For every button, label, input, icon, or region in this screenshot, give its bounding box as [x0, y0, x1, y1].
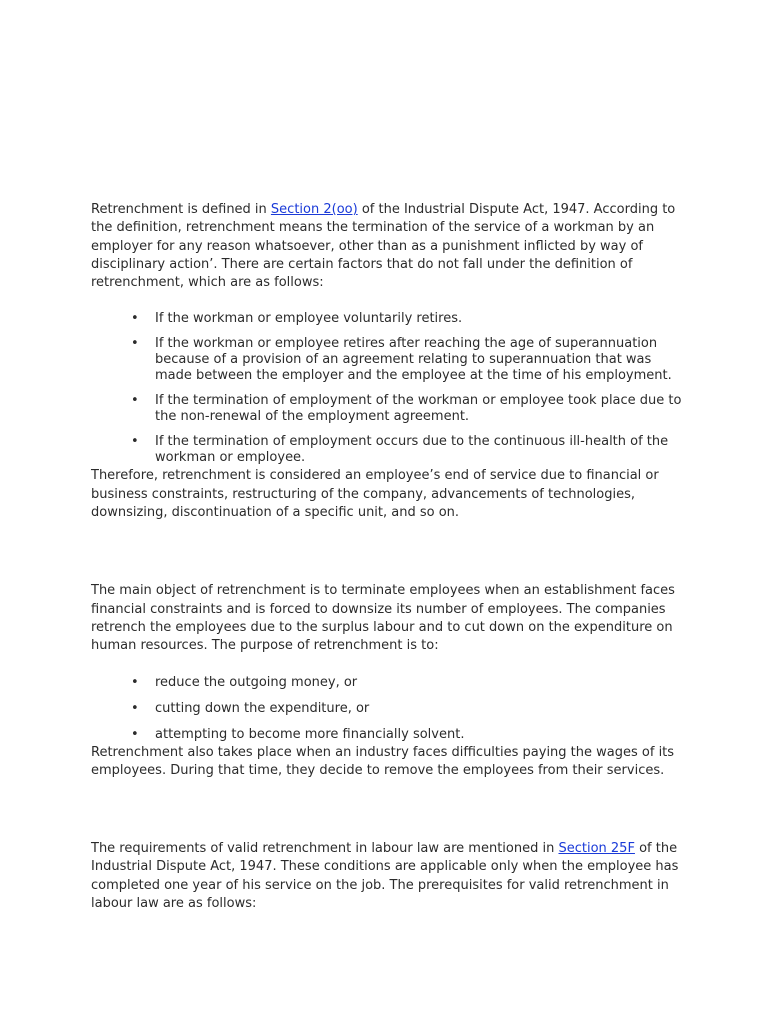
list-item-text: attempting to become more financially solvent.: [155, 726, 465, 742]
list-item: [91, 393, 691, 425]
requirements-text-end: of the Industrial Dispute Act, 1947. These conditions are applicable only when the employee has completed one year of his service on the job. The prerequisites for valid retrenchment in labour law are as follows:: [91, 841, 679, 912]
section-25f-link[interactable]: Section 25F: [558, 841, 635, 857]
exclusions-list: [91, 311, 691, 466]
bullet-icon: •: [131, 311, 139, 327]
bullet-icon: •: [131, 393, 139, 409]
bullet-icon: •: [131, 674, 139, 690]
list-item: [91, 336, 691, 384]
list-item-text: If the workman or employee retires after reaching the age of superannuation because of a provision of an agreement relating to superannuation that was made between the employer and the employee at the time of his employment.: [155, 336, 672, 384]
list-item-text: If the workman or employee voluntarily retires.: [155, 311, 463, 327]
bullet-icon: •: [131, 726, 139, 742]
definition-text-start: Retrenchment is defined in: [91, 202, 271, 217]
bullet-icon: •: [131, 336, 139, 352]
bullet-icon: •: [131, 434, 139, 450]
list-item: [91, 675, 691, 691]
definition-paragraph: [91, 201, 691, 292]
list-item: [91, 434, 691, 466]
list-item-text: If the termination of employment occurs due to the continuous ill-health of the workman or employee.: [155, 434, 669, 466]
bullet-icon: •: [131, 700, 139, 716]
summary-paragraph: Therefore, retrenchment is considered an employee’s end of service due to financial or business constraints, restructuring of the company, advancements of technologies, downsizing, discontinuation of a specific unit, and so on.: [91, 468, 659, 521]
list-item-text: reduce the outgoing money, or: [155, 674, 358, 690]
list-item: [91, 311, 691, 327]
requirements-paragraph: [91, 840, 691, 913]
wages-paragraph: Retrenchment also takes place when an industry faces difficulties paying the wages of its employees. During that time, they decide to remove the employees from their services.: [91, 744, 675, 778]
list-item: [91, 727, 691, 743]
requirements-text-start: The requirements of valid retrenchment in labour law are mentioned in: [91, 841, 559, 857]
document-body: [91, 201, 691, 913]
definition-text-end: of the Industrial Dispute Act, 1947. According to the definition, retrenchment means the termination of the service of a workman by an employer for any reason whatsoever, other than as a punishment inflicted by way of disciplinary action’. There are certain factors that do not fall under the definition of retrenchment, which are as follows:: [91, 202, 676, 291]
object-paragraph: The main object of retrenchment is to terminate employees when an establishment faces financial constraints and is forced to downsize its number of employees. The companies retrench the employees due to the surplus labour and to cut down on the expenditure on human resources. The purpose of retrenchment is to:: [91, 583, 675, 654]
list-item-text: cutting down the expenditure, or: [155, 700, 370, 716]
section-2oo-link[interactable]: Section 2(oo): [270, 202, 358, 217]
purpose-list: [91, 675, 691, 743]
list-item: [91, 701, 691, 717]
list-item-text: If the termination of employment of the workman or employee took place due to the non-renewal of the employment agreement.: [155, 393, 682, 425]
